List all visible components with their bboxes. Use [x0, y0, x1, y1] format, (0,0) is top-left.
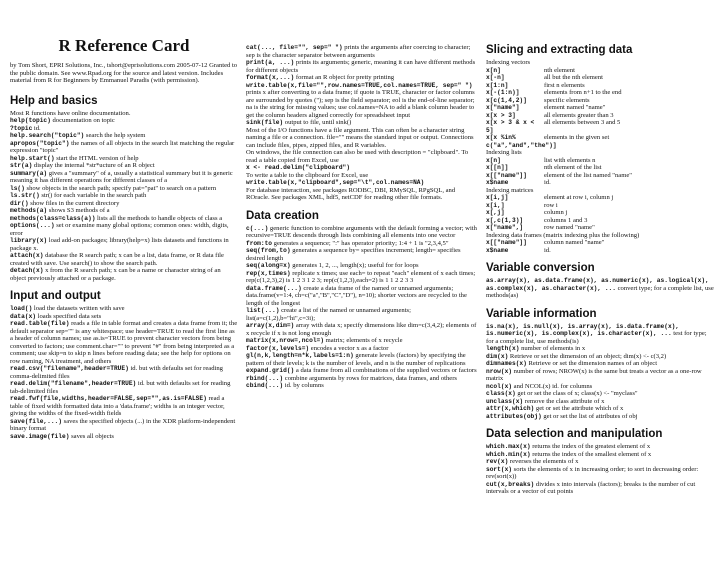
entry-code: write.table(x,file="",row.names=TRUE,col.names=TRUE, sep=" ")	[246, 81, 473, 89]
entry-description: id. but with defaults set for reading comma-delimited files	[10, 365, 223, 380]
entry-line	[486, 481, 714, 496]
entry-code: expand.grid()	[246, 367, 295, 374]
entry-line	[10, 395, 238, 418]
index-expression: x[x %in% c("a","and","the")]	[486, 134, 557, 149]
entry-code: rev(x)	[486, 458, 509, 465]
entry-description: divides x into intervals (factors); breaks is the number of cut intervals or a vector of cut points	[486, 480, 696, 495]
entry-code: methods(a)	[10, 207, 48, 215]
entry-code: length(x)	[486, 345, 520, 352]
entry-description: show files in the current directory	[28, 199, 120, 207]
index-meaning: element at row i, column j	[544, 194, 614, 201]
entry-line	[246, 270, 478, 285]
help-lines	[10, 117, 238, 282]
entry-code: apropos("topic")	[10, 139, 70, 147]
entry-line	[10, 320, 238, 365]
entry-description: returns the index of the greatest element of x	[530, 443, 651, 450]
entry-code: print(a, ...)	[246, 59, 295, 66]
output-lines	[246, 44, 478, 202]
entry-line	[10, 215, 238, 223]
entry-line	[10, 185, 238, 193]
entry-code: read.fwf(file,widths,header=FALSE,sep="",as.is=FALSE)	[10, 395, 207, 403]
io-lines	[10, 305, 238, 440]
matrix-index-table	[486, 194, 714, 232]
entry-line	[246, 172, 478, 180]
entry-line	[486, 413, 714, 421]
entry-code: which.max(x)	[486, 443, 531, 450]
entry-description: display the internal *str*ucture of an R object	[32, 162, 155, 170]
entry-line	[10, 132, 238, 140]
entry-code: list(...)	[246, 307, 280, 314]
entry-code: nrow(x)	[486, 367, 512, 375]
entry-description: a data frame from all combinations of the supplied vectors or factors	[294, 367, 477, 374]
info-lines	[486, 323, 714, 421]
entry-description: start the HTML version of help	[54, 154, 139, 162]
entry-description: returns the index of the smallest element of x	[530, 450, 652, 458]
entry-code: unclass(x)	[486, 397, 524, 405]
index-expression: x[-(1:n)]	[486, 89, 520, 96]
entry-line	[10, 380, 238, 395]
entry-line	[486, 345, 714, 353]
index-expression: x[n]	[486, 156, 501, 164]
entry-line	[486, 405, 714, 413]
entry-description: generic function to combine arguments with the default forming a vector; with recursive=TRUE descends through lists combining all elements into one vector	[246, 224, 477, 239]
entry-line	[10, 207, 238, 215]
entry-description: prints x after converting to a data frame; if quote is TRUE, character or factor columns are surrounded by quotes ("); sep is the field separator; eol is the end-of-line separator; na is the string for missing values; use col.names=NA to add a blank column header to get the column headers aligned correctly for spreadsheet input	[246, 89, 475, 119]
entry-line	[10, 252, 238, 267]
index-meaning: elements from n+1 to the end	[544, 89, 622, 96]
entry-code: from:to	[246, 239, 272, 247]
entry-code: as.array(x), as.data.frame(x), as.numeric(x), as.logical(x), as.complex(x), as.character(x), ...	[486, 277, 709, 292]
selection-lines	[486, 443, 714, 496]
entry-code: options(...)	[10, 222, 55, 230]
entry-description: load the datasets written with save	[32, 305, 125, 313]
entry-description: id. but with defaults set for reading tab-delimited files	[10, 380, 231, 395]
entry-line	[246, 382, 478, 390]
entry-description: lists all the methods to handle objects of class a	[95, 214, 223, 222]
index-expression: x[-n]	[486, 74, 505, 81]
entry-code: cat(..., file="", sep=" ")	[246, 44, 343, 51]
entry-code: rbind(...)	[246, 374, 284, 382]
index-expression: x[["name"]]	[486, 239, 527, 246]
entry-code: seq(along=x)	[246, 262, 291, 269]
list-index-table	[486, 157, 714, 187]
index-meaning: elements in the given set	[544, 134, 610, 141]
entry-line	[10, 313, 238, 321]
entry-line	[246, 82, 478, 120]
entry-description: matrix; elements of x recycle	[323, 337, 403, 344]
entry-description: search the help system	[84, 132, 146, 140]
entry-code: array(x,dim=)	[246, 322, 295, 329]
conversion-lines	[486, 277, 714, 300]
index-meaning: row i	[544, 201, 558, 209]
entry-code: read.delim("filename",header=TRUE)	[10, 380, 137, 388]
entry-code: sort(x)	[486, 465, 512, 473]
entry-code: str(a)	[10, 162, 33, 170]
entry-line	[246, 345, 478, 353]
creation-lines	[246, 225, 478, 390]
entry-code: is.na(x), is.null(x), is.array(x), is.data.frame(x), is.numeric(x), is.complex(x), is.character(x), ...	[486, 322, 680, 337]
entry-description: generates a sequence by= specifies increment; length= specifies desired length	[246, 247, 461, 262]
index-expression: x["name"]	[486, 104, 520, 111]
entry-line	[246, 164, 478, 172]
entry-code: rep(x,times)	[246, 269, 291, 277]
entry-line	[486, 466, 714, 481]
entry-line	[246, 179, 478, 187]
entry-code: dir()	[10, 199, 29, 207]
entry-code: save(file,...)	[10, 417, 62, 425]
entry-description: x from the R search path; x can be a name or character string of an object previously attached or a package.	[10, 267, 221, 282]
entry-line	[10, 162, 238, 170]
entry-line	[486, 398, 714, 406]
column-2	[246, 0, 478, 584]
entry-line	[10, 365, 238, 380]
entry-code: attributes(obj)	[486, 412, 542, 420]
entry-code: read.csv("filename",header=TRUE)	[10, 365, 129, 373]
entry-line	[10, 155, 238, 163]
entry-code: summary(a)	[10, 169, 48, 177]
card-intro: by Tom Short, EPRI Solutions, Inc., tshort@eprisolutions.com 2005-07-12 Granted to the public domain. See www.Rpad.org for the source and latest version. Includes material from R for Beginners by Emmanuel Paradis (with permission).	[10, 62, 238, 85]
entry-description: and NCOL(x) id. for columns	[512, 382, 593, 390]
entry-line	[486, 360, 714, 368]
entry-description: get or set the attribute which of x	[534, 405, 624, 412]
entry-description: get or set the list of attributes of obj	[541, 412, 638, 420]
entry-description: Retrieve or set the dimension names of an object	[526, 360, 658, 367]
entry-code: attach(x)	[10, 252, 44, 260]
entry-description: output to file, until sink()	[283, 119, 352, 126]
entry-line	[246, 247, 478, 262]
entry-description: generates 1, 2, ..., length(x); useful for for loops	[290, 262, 419, 269]
entry-code: ls.str()	[10, 192, 40, 200]
entry-description: saves all objects	[69, 432, 114, 440]
entry-description: create a data frame of the named or unnamed arguments; data.frame(v=1:4, ch=c("a","B","C","D"), n=10); shorter vectors are recycled to the length of the longest	[246, 284, 467, 307]
entry-line	[10, 117, 238, 125]
index-expression: x[c(1,4,2)]	[486, 96, 527, 104]
entry-description: documentation on topic	[50, 117, 115, 125]
entry-code: help.start()	[10, 154, 55, 162]
section-io-title: Input and output	[10, 290, 101, 303]
entry-description: To write a table to the clipboard for Excel, use	[246, 171, 369, 179]
entry-description: generates a sequence; ":" has operator priority; 1:4 + 1 is "2,3,4,5"	[272, 239, 449, 247]
entry-code: which.min(x)	[486, 450, 531, 458]
entry-code: format(x,...)	[246, 74, 295, 81]
entry-line	[10, 237, 238, 252]
indexing-df-label: Indexing data frames (matrix indexing plus the following)	[486, 231, 640, 239]
entry-description: str() for each variable in the search path	[39, 192, 147, 200]
index-meaning: first n elements	[544, 81, 585, 89]
index-expression: x[[n]]	[486, 164, 509, 171]
entry-code: data(x)	[10, 312, 36, 320]
entry-description: prints its arguments; generic, meaning it can have different methods for different objects	[246, 59, 476, 74]
entry-line	[486, 368, 714, 383]
index-expression: x[1:n]	[486, 81, 509, 89]
entry-code: data.frame(...)	[246, 284, 302, 292]
index-expression: x[,c(1,3)]	[486, 216, 524, 224]
section-creation-title: Data creation	[246, 209, 319, 222]
entry-line	[10, 222, 238, 237]
entry-description: set or examine many global options; common ones: width, digits, error	[10, 222, 229, 237]
entry-line	[246, 285, 478, 308]
entry-description: create a list of the named or unnamed arguments; list(a=c(1,2),b="hi",c=3i);	[246, 307, 411, 322]
entry-line	[246, 127, 478, 150]
entry-code: load()	[10, 305, 33, 313]
entry-description: reverses the elements of x	[508, 458, 579, 465]
entry-description: test for type; for a complete list, use methods(is)	[486, 330, 707, 345]
entry-line	[246, 375, 478, 383]
entry-description: combine arguments by rows for matrices, data frames, and others	[283, 374, 457, 382]
section-slicing-title: Slicing and extracting data	[486, 44, 633, 56]
df-index-table	[486, 239, 714, 254]
entry-code: dim(x)	[486, 352, 509, 360]
entry-code: library(x)	[10, 237, 48, 245]
entry-code: gl(n,k,length=n*k,labels=1:n)	[246, 352, 354, 359]
entry-description: read a table of fixed width formatted data into a 'data.frame'; widths is an integer vector, giving the widths of the fixed-width fields	[10, 395, 225, 418]
entry-line	[246, 367, 478, 375]
entry-code: write.table(x,"clipboard",sep="\t",col.names=NA)	[246, 179, 425, 186]
entry-code: factor(x,levels=)	[246, 344, 310, 352]
entry-line	[246, 44, 478, 59]
entry-line	[246, 322, 478, 337]
index-expression: x[["name"]]	[486, 171, 527, 179]
entry-description: Retrieve or set the dimension of an object; dim(x) <- c(3,2)	[508, 352, 667, 360]
index-expression: x[x > 3 & x < 5]	[486, 119, 535, 134]
entry-line	[486, 277, 714, 300]
entry-line	[246, 352, 478, 367]
entry-line	[486, 383, 714, 391]
entry-description: array with data x; specify dimensions like dim=c(3,4,2); elements of x recycle if x is not long enough	[246, 322, 477, 337]
entry-code: cbind(...)	[246, 382, 284, 389]
index-expression: x[n]	[486, 66, 501, 74]
entry-line	[246, 307, 478, 322]
index-meaning: element of the list named "name"	[544, 171, 632, 179]
entry-code: x <- read.delim("clipboard")	[246, 164, 350, 171]
entry-code: cut(x,breaks)	[486, 480, 535, 488]
entry-description: id.	[32, 124, 41, 132]
index-meaning: element named "name"	[544, 104, 606, 111]
column-3	[486, 0, 714, 584]
entry-description: database the R search path; x can be a list, data frame, or R data file created with save. Use search() to show the search path.	[10, 252, 224, 267]
entry-line	[246, 337, 478, 345]
entry-code: help.search("topic")	[10, 132, 85, 140]
entry-line	[246, 149, 478, 164]
entry-line	[10, 305, 238, 313]
entry-code: read.table(file)	[10, 320, 70, 328]
entry-line	[10, 418, 238, 433]
indexing-vectors-label: Indexing vectors	[486, 59, 531, 66]
entry-description: saves the specified objects (...) in the XDR platform-independent binary format	[10, 417, 236, 433]
entry-code: seq(from,to)	[246, 247, 291, 254]
entry-code: class(x)	[486, 390, 516, 397]
entry-line	[246, 59, 478, 74]
entry-code: c(...)	[246, 224, 269, 232]
entry-line	[486, 443, 714, 451]
entry-code: methods(class=class(a))	[10, 214, 96, 222]
entry-line	[246, 74, 478, 82]
section-conversion-title: Variable conversion	[486, 262, 595, 274]
entry-description: get or set the class of x; class(x) <- "myclass"	[515, 390, 638, 397]
index-meaning: columns 1 and 3	[544, 216, 588, 224]
entry-line	[10, 200, 238, 208]
entry-description: reads a file in table format and creates a data frame from it; the default separator sep="" is any whitespace; use header=TRUE to read the first line as a header of column names; use as.is=TRUE to prevent character vectors from being converted to factors; use comment.char="" to prevent "#" from being interpreted as a comment; use skip=n to skip n lines before reading data; see the help for options on row naming, NA treatment, and others	[10, 320, 238, 365]
entry-description: number of rows; NROW(x) is the same but treats a vector as a one-row matrix	[486, 367, 702, 382]
entry-code: sink(file)	[246, 119, 284, 126]
entry-line	[246, 225, 478, 240]
entry-description: number of elements in x	[519, 345, 586, 352]
help-intro: Most R functions have online documentation.	[10, 109, 131, 117]
entry-description: prints the arguments after coercing to character; sep is the character separator between arguments	[246, 44, 471, 59]
entry-description: loads specified data sets	[36, 312, 102, 320]
entry-code: matrix(x,nrow=,ncol=)	[246, 337, 324, 344]
entry-description: Most of the I/O functions have a file argument. This can often be a character string naming a file or a connection. file="" means the standard input or output. Connections can include files, pipes, zipped files, and R variables.	[246, 126, 474, 149]
entry-description: shows S3 methods of a	[47, 207, 110, 215]
entry-line	[246, 119, 478, 127]
entry-description: format an R object for pretty printing	[294, 74, 395, 81]
entry-line	[10, 170, 238, 185]
vector-index-table	[486, 67, 714, 150]
entry-description: remove the class attribute of x	[523, 397, 605, 405]
entry-description: convert type; for a complete list, use methods(as)	[486, 284, 714, 299]
entry-line	[10, 267, 238, 282]
entry-line	[486, 353, 714, 361]
index-meaning: nth element of the list	[544, 164, 602, 171]
entry-description: sorts the elements of x in increasing order; to sort in decreasing order: rev(sort(x))	[486, 465, 699, 480]
entry-line	[246, 240, 478, 248]
index-meaning: list with elements n	[544, 156, 596, 164]
section-help-title: Help and basics	[10, 94, 98, 107]
entry-description: gives a "summary" of a, usually a statistical summary but it is generic meaning it has different operations for different classes of a	[10, 169, 233, 185]
index-expression: x$name	[486, 179, 509, 186]
entry-description: For database interaction, see packages RODBC, DBI, RMySQL, RPgSQL, and ROracle. See packages XML, hdf5, netCDF for reading other file formats.	[246, 186, 456, 201]
entry-line	[486, 390, 714, 398]
entry-line	[10, 433, 238, 441]
entry-description: generate levels (factors) by specifying the pattern of their levels; k is the number of levels, and n is the number of replications	[246, 352, 466, 367]
entry-line	[10, 125, 238, 133]
entry-code: dimnames(x)	[486, 360, 527, 367]
entry-description: the names of all objects in the search list matching the regular expression "topic"	[10, 139, 235, 155]
index-expression: x[x > 3]	[486, 111, 516, 119]
entry-line	[246, 187, 478, 202]
entry-line	[10, 140, 238, 155]
entry-description: load add-on packages; library(help=x) lists datasets and functions in package x.	[10, 237, 229, 252]
index-meaning: id.	[544, 246, 551, 254]
index-expression: x$name	[486, 246, 509, 254]
entry-code: ncol(x)	[486, 382, 512, 390]
entry-description: id. by columns	[283, 382, 324, 389]
index-expression: x[i,]	[486, 201, 505, 209]
entry-line	[10, 192, 238, 200]
entry-line	[246, 262, 478, 270]
entry-code: ls()	[10, 184, 25, 192]
entry-code: ?topic	[10, 124, 33, 132]
index-meaning: id.	[544, 179, 551, 186]
card-title: R Reference Card	[58, 36, 190, 55]
entry-code: help(topic)	[10, 117, 51, 125]
indexing-lists-label: Indexing lists	[486, 149, 522, 156]
entry-description: On windows, the file connection can also be used with description = "clipboard". To read a table copied from Excel, use	[246, 149, 469, 164]
index-meaning: specific elements	[544, 96, 590, 104]
entry-line	[486, 451, 714, 459]
entry-line	[486, 458, 714, 466]
indexing-matrices-label: Indexing matrices	[486, 186, 534, 194]
index-meaning: all but the nth element	[544, 74, 603, 81]
index-meaning: row named "name"	[544, 224, 595, 231]
entry-code: save.image(file)	[10, 432, 70, 440]
entry-line	[486, 323, 714, 346]
index-expression: x[,j]	[486, 209, 505, 216]
section-info-title: Variable information	[486, 307, 597, 320]
column-1	[10, 0, 238, 540]
entry-description: encodes a vector x as a factor	[309, 344, 389, 352]
index-expression: x[i,j]	[486, 194, 509, 201]
entry-description: show objects in the search path; specify pat="pat" to search on a pattern	[24, 184, 217, 192]
entry-code: detach(x)	[10, 267, 44, 275]
entry-code: attr(x,which)	[486, 405, 535, 412]
entry-description: replicate x times; use each= to repeat "each" element of x each times; rep(c(1,2,3),2) is 1 2 3 1 2 3; rep(c(1,2,3),each=2) is 1 1 2 2 3 3	[246, 269, 476, 284]
index-meaning: all elements between 3 and 5	[544, 119, 621, 126]
index-expression: x["name",]	[486, 224, 524, 231]
index-meaning: nth element	[544, 66, 575, 74]
index-meaning: column named "name"	[544, 239, 605, 246]
index-meaning: column j	[544, 209, 568, 216]
section-selection-title: Data selection and manipulation	[486, 428, 663, 440]
index-meaning: all elements greater than 3	[544, 111, 614, 119]
